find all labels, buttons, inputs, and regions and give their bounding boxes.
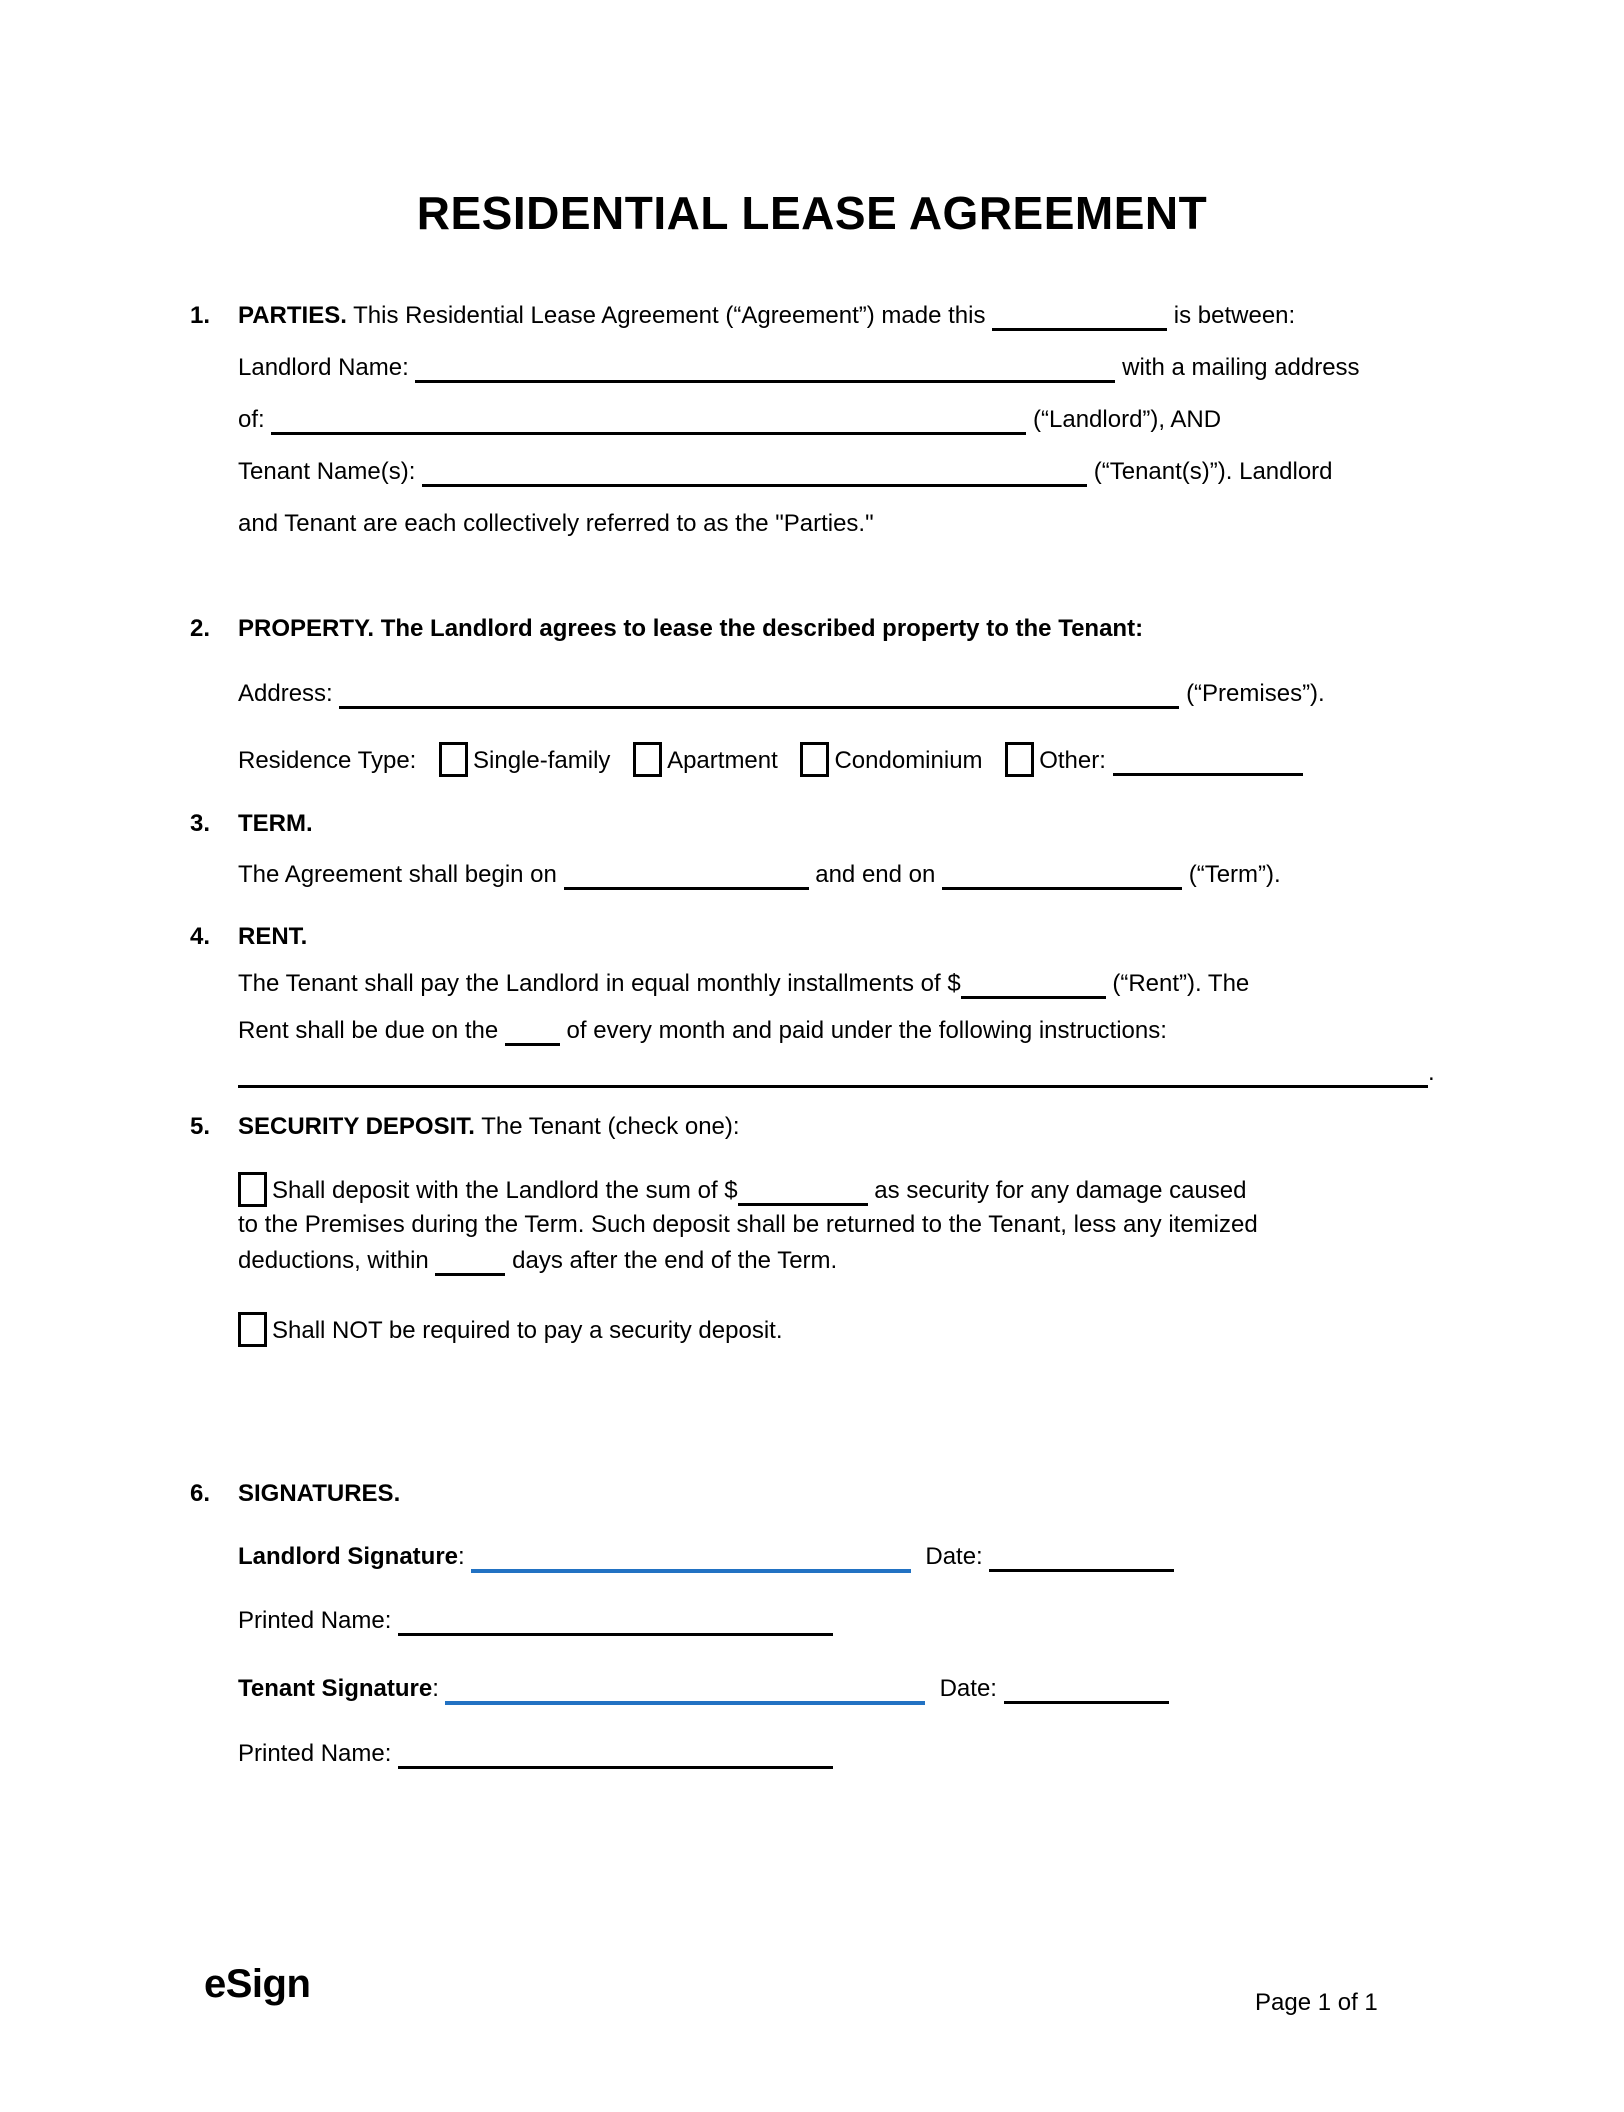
document-body [190,0,1445,2112]
term-heading-line [190,807,313,841]
rent-line2-post: of every month and paid under the following instructions: [566,1017,1167,1044]
of-post: (“Landlord”), AND [1033,406,1222,433]
single-family-checkbox[interactable] [439,742,468,777]
landlord-signature-row [238,1540,1174,1574]
other-checkbox[interactable] [1005,742,1034,777]
rent-line-1 [238,967,1249,1001]
deposit-intro: The Tenant (check one): [481,1113,740,1140]
tenant-name-line [238,455,1333,489]
rent-heading: RENT. [238,923,308,950]
landlord-signature-colon: : [458,1543,465,1570]
term-body-post: (“Term”). [1188,861,1281,888]
tenant-printed-name-label: Printed Name: [238,1740,392,1767]
parties-closing-line [238,507,874,541]
section-number-signatures: 6. [190,1480,211,1507]
apartment-label: Apartment [667,747,778,774]
term-heading: TERM. [238,810,313,837]
term-body-pre: The Agreement shall begin on [238,861,557,888]
deposit-option1-l3-post: days after the end of the Term. [512,1247,838,1274]
parties-heading: PARTIES. [238,302,347,329]
rent-line1-pre: The Tenant shall pay the Landlord in equal monthly installments of $ [238,970,961,997]
rent-line-2 [238,1014,1167,1048]
of-label: of: [238,406,265,433]
landlord-name-blank[interactable] [415,370,1115,383]
landlord-address-blank[interactable] [271,422,1026,435]
other-residence-blank[interactable] [1113,763,1303,776]
rent-due-day-blank[interactable] [505,1033,560,1046]
rent-line1-post: (“Rent”). The [1112,970,1250,997]
parties-intro-line [190,299,1296,333]
address-post: (“Premises”). [1186,680,1325,707]
property-heading-line [190,612,1144,646]
section-number-deposit: 5. [190,1113,211,1140]
term-body-mid: and end on [815,861,936,888]
section-number-property: 2. [190,615,211,642]
term-start-date-blank[interactable] [564,877,809,890]
payment-instructions-blank[interactable] [238,1075,1428,1088]
parties-intro-pre: This Residential Lease Agreement (“Agreement”) made this [353,302,986,329]
landlord-name-post: with a mailing address [1122,354,1360,381]
tenant-signature-colon: : [432,1675,439,1702]
landlord-date-blank[interactable] [989,1559,1174,1572]
signatures-heading: SIGNATURES. [238,1480,401,1507]
residence-type-label: Residence Type: [238,747,417,774]
deposit-option1-l2-text: to the Premises during the Term. Such deposit shall be returned to the Tenant, less any itemized [238,1211,1258,1238]
landlord-name-line [238,351,1360,385]
term-body-line [238,858,1281,892]
landlord-printed-name-label: Printed Name: [238,1607,392,1634]
tenant-signature-field[interactable] [445,1691,925,1705]
landlord-date-label: Date: [925,1543,983,1570]
property-heading: PROPERTY. [238,615,375,642]
section-number-rent: 4. [190,923,211,950]
deposit-not-required-checkbox[interactable] [238,1312,267,1347]
deposit-heading-line [190,1110,740,1144]
tenant-name-post: (“Tenant(s)”). Landlord [1093,458,1333,485]
tenant-printed-name-blank[interactable] [398,1756,833,1769]
tenant-name-label: Tenant Name(s): [238,458,416,485]
landlord-signature-label: Landlord Signature [238,1543,459,1570]
deposit-option2-text: Shall NOT be required to pay a security deposit. [272,1317,783,1344]
page-number-label: Page 1 of 1 [1255,1989,1378,2016]
deposit-option1-l3-pre: deductions, within [238,1247,429,1274]
deposit-option1-line2 [238,1208,1258,1242]
deposit-amount-blank[interactable] [738,1193,868,1206]
parties-intro-post: is between: [1173,302,1296,329]
section-number-parties: 1. [190,302,211,329]
property-intro: The Landlord agrees to lease the described property to the Tenant: [380,615,1144,642]
landlord-printed-name-row [238,1604,833,1638]
parties-closing-text: and Tenant are each collectively referred to as the "Parties." [238,510,874,537]
tenant-name-blank[interactable] [422,474,1087,487]
rent-line3-period: . [1428,1059,1435,1086]
tenant-signature-label: Tenant Signature [238,1675,433,1702]
document-title: RESIDENTIAL LEASE AGREEMENT [416,187,1208,239]
address-blank[interactable] [339,696,1179,709]
apartment-checkbox[interactable] [633,742,662,777]
rent-line2-pre: Rent shall be due on the [238,1017,499,1044]
other-label: Other: [1039,747,1106,774]
rent-instructions-line [238,1056,1435,1090]
agreement-date-blank[interactable] [992,318,1167,331]
rent-amount-blank[interactable] [961,986,1106,999]
esign-logo: eSign [204,1962,311,2006]
deposit-option2-line [238,1312,783,1348]
landlord-printed-name-blank[interactable] [398,1623,833,1636]
rent-heading-line [190,920,308,954]
landlord-signature-field[interactable] [471,1559,911,1573]
signatures-heading-line [190,1477,401,1511]
deposit-option1-l1-pre: Shall deposit with the Landlord the sum of $ [272,1177,738,1204]
tenant-printed-name-row [238,1737,833,1771]
deposit-option1-l1-post: as security for any damage caused [874,1177,1247,1204]
tenant-date-blank[interactable] [1004,1691,1169,1704]
address-label: Address: [238,680,333,707]
residence-type-row [238,742,1303,778]
deposit-heading: SECURITY DEPOSIT. [238,1113,475,1140]
deposit-option1-line1 [238,1172,1247,1208]
single-family-label: Single-family [473,747,611,774]
condominium-label: Condominium [834,747,983,774]
address-line [238,677,1325,711]
section-number-term: 3. [190,810,211,837]
landlord-address-line [238,403,1221,437]
landlord-name-label: Landlord Name: [238,354,409,381]
deposit-required-checkbox[interactable] [238,1172,267,1207]
tenant-signature-row [238,1672,1169,1706]
deposit-return-days-blank[interactable] [435,1263,505,1276]
tenant-date-label: Date: [939,1675,997,1702]
condominium-checkbox[interactable] [800,742,829,777]
term-end-date-blank[interactable] [942,877,1182,890]
deposit-option1-line3 [238,1244,837,1278]
